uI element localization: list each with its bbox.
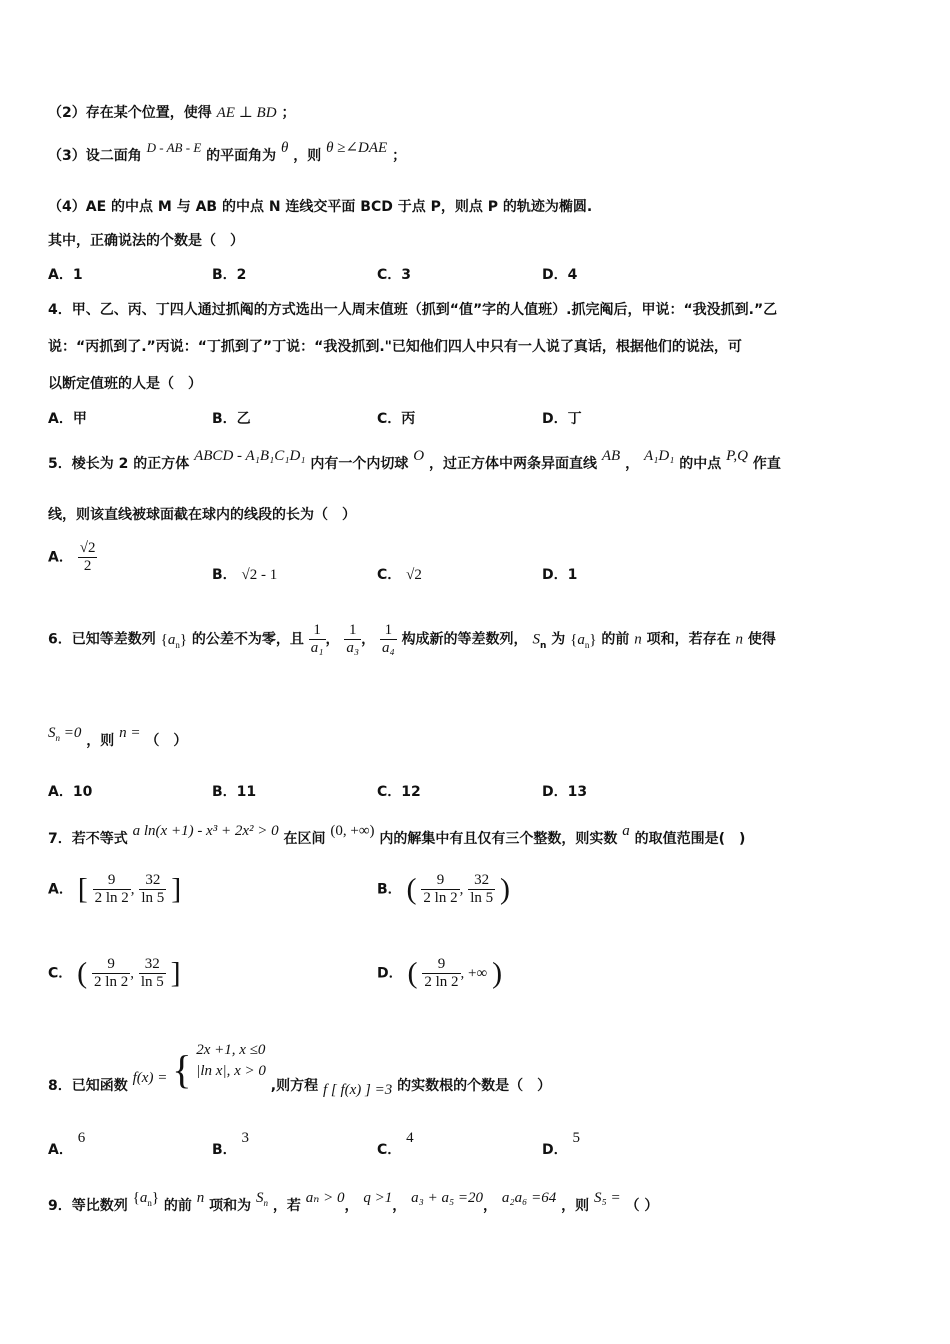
q3-item3-suffix: ； bbox=[392, 148, 407, 164]
q5-option-c-label: C． bbox=[377, 567, 402, 583]
q3-item2-suffix: ； bbox=[281, 105, 296, 121]
q3-item3-mid2: ，则 bbox=[293, 148, 322, 164]
q5-text3: ，过正方体中两条异面直线 bbox=[429, 456, 597, 472]
q6-text4: 为 bbox=[551, 631, 566, 648]
q7-b-num1: 9 bbox=[436, 872, 445, 888]
q9-s5: S₅ = bbox=[593, 1190, 621, 1206]
q7-text4: 的取值范围是( ) bbox=[634, 831, 746, 847]
q7-interval: (0, +∞) bbox=[330, 823, 375, 839]
q3-item3-text: （3）设二面角 bbox=[48, 148, 142, 164]
q6-frac1 bbox=[309, 622, 326, 657]
q9-sep1: ， bbox=[344, 1198, 359, 1214]
q6-sn: S bbox=[532, 631, 540, 648]
q9-seq-an: $\{a_n\}$ bbox=[132, 1190, 160, 1208]
q3-question: 其中，正确说法的个数是（ ） bbox=[48, 233, 244, 249]
q8-option-b[interactable] bbox=[212, 1127, 250, 1158]
q6-frac1-den: a₁ bbox=[310, 640, 324, 656]
q8-text2: ,则方程 bbox=[270, 1077, 319, 1094]
q7-option-a-label: A． bbox=[48, 881, 73, 898]
q9-line1: 9．等比数列 $\{a_n\}$ 的前 n 项和为 $S_n$ ，若 aₙ > 0， q >1， a₃ + a₅ =20， a₂a₆ =64 ，则 S₅ = （ ） bbox=[48, 1190, 659, 1214]
q5-option-a[interactable] bbox=[48, 540, 97, 575]
q5-text4: ， bbox=[625, 456, 640, 472]
q6-option-b[interactable]: B．11 bbox=[212, 784, 257, 800]
q3-item3-mid: 的平面角为 bbox=[206, 148, 277, 164]
q9-text6: （ ） bbox=[625, 1198, 659, 1214]
q8-option-a-label: A． bbox=[48, 1142, 73, 1158]
q6-frac1-num: 1 bbox=[313, 622, 321, 638]
q7-c-den2: ln 5 bbox=[140, 974, 164, 990]
q6-n: n bbox=[634, 631, 642, 648]
q8-fx: f(x) = bbox=[132, 1069, 168, 1086]
q7-a-frac2 bbox=[139, 872, 166, 907]
q6-text2: 的公差不为零，且 bbox=[191, 631, 304, 648]
q5-option-b[interactable] bbox=[212, 564, 277, 584]
q9-text3: 项和为 bbox=[209, 1198, 252, 1214]
q9-sep2: ， bbox=[392, 1198, 407, 1214]
q5-option-a-frac bbox=[78, 540, 98, 575]
q6-seq-an-2: $\{a_n\}$ bbox=[570, 631, 597, 650]
q9-sep3: ， bbox=[483, 1198, 498, 1214]
q5-option-c[interactable] bbox=[377, 564, 422, 584]
q9-cond1: aₙ > 0 bbox=[305, 1190, 345, 1206]
q6-option-d[interactable]: D．13 bbox=[542, 784, 588, 800]
q6-text1: 6．已知等差数列 bbox=[48, 631, 156, 648]
q8-option-c-label: C． bbox=[377, 1142, 402, 1158]
q7-a: a bbox=[622, 823, 630, 839]
q7-c-den1: 2 ln 2 bbox=[94, 974, 129, 990]
q7-d-den1: 2 ln 2 bbox=[424, 974, 459, 990]
q9-text5: ，则 bbox=[561, 1198, 590, 1214]
q9-cond3: a₃ + a₅ =20 bbox=[411, 1190, 484, 1206]
q7-c-frac2 bbox=[139, 956, 166, 991]
q5-pq: P,Q bbox=[726, 448, 748, 464]
q3-item3-theta: θ bbox=[281, 140, 289, 156]
q8-text3: 的实数根的个数是（ ） bbox=[397, 1077, 552, 1094]
q8-option-a[interactable] bbox=[48, 1127, 86, 1158]
q8-option-b-value: 3 bbox=[241, 1130, 250, 1146]
q6-text3: 构成新的等差数列， bbox=[401, 631, 528, 648]
q7-text2: 在区间 bbox=[283, 831, 326, 847]
q5-ab: AB bbox=[601, 448, 621, 464]
q3-option-c[interactable]: C．3 bbox=[377, 267, 412, 283]
q3-option-b[interactable]: B．2 bbox=[212, 267, 247, 283]
q5-frac-den: 2 bbox=[78, 557, 98, 575]
q5-option-c-value: √2 bbox=[406, 567, 422, 583]
q5-text5: 的中点 bbox=[679, 456, 722, 472]
q6-frac3-num: 1 bbox=[384, 622, 393, 638]
q7-a-frac1 bbox=[93, 872, 131, 907]
q6-text8: ，则 bbox=[86, 733, 115, 749]
q4-line1: 4．甲、乙、丙、丁四人通过抓阄的方式选出一人周末值班（抓到“值”字的人值班）.抓完阄后，甲说：“我没抓到.”乙 bbox=[48, 302, 778, 318]
q7-d-num1: 9 bbox=[437, 956, 446, 972]
q4-line3: 以断定值班的人是（ ） bbox=[48, 376, 202, 392]
q7-text3: 内的解集中有且仅有三个整数，则实数 bbox=[379, 831, 618, 847]
q8-text1: 8．已知函数 bbox=[48, 1077, 128, 1094]
q7-option-b[interactable]: B． ( $\frac{9}{2 \ln 2}$ , $\frac{32}{\ln 5}$ ) bbox=[377, 872, 511, 906]
q5-text1: 5．棱长为 2 的正方体 bbox=[48, 456, 190, 472]
q7-b-frac1 bbox=[421, 872, 459, 907]
q8-eq: f [ f(x) ] =3 bbox=[322, 1081, 393, 1098]
q7-c-frac1 bbox=[92, 956, 130, 991]
q7-ineq: a ln(x +1) - x³ + 2x² > 0 bbox=[132, 823, 279, 839]
q6-sn-2: S bbox=[48, 725, 56, 741]
q6-an-2: a bbox=[577, 631, 585, 648]
q5-o: O bbox=[413, 448, 425, 464]
q7-option-b-label: B． bbox=[377, 881, 402, 898]
q6-frac3 bbox=[380, 622, 397, 657]
q7-text1: 7．若不等式 bbox=[48, 831, 128, 847]
q5-frac-num: √2 bbox=[79, 540, 96, 556]
q3-item3-angle: D - AB - E bbox=[146, 140, 202, 155]
q4-option-b[interactable]: B．乙 bbox=[212, 411, 251, 427]
q7-option-a[interactable]: A． [ $\frac{9}{2 \ln 2}$ , $\frac{32}{\ln 5}$ ] bbox=[48, 872, 182, 906]
q3-item2-expr: AE ⊥ BD bbox=[216, 105, 277, 121]
q9-cond2: q >1 bbox=[363, 1190, 393, 1206]
q5-option-b-value: √2 - 1 bbox=[241, 567, 278, 583]
q4-line2: 说：“丙抓到了.”丙说：“丁抓到了”丁说：“我没抓到."已知他们四人中只有一人说了真话，根据他们的说法，可 bbox=[48, 339, 742, 355]
q7-option-d[interactable]: D． ( $\frac{9}{2 \ln 2}$ , +∞ ) bbox=[377, 956, 503, 990]
q7-a-num2: 32 bbox=[145, 872, 161, 888]
q6-line2 bbox=[48, 725, 188, 750]
q5-line1 bbox=[48, 448, 781, 473]
q9-cond4: a₂a₆ =64 bbox=[501, 1190, 557, 1206]
q8-cases bbox=[196, 1042, 266, 1080]
q5-a1d1: A₁D₁ bbox=[643, 448, 675, 464]
q8-case1: 2x +1, x ≤0 bbox=[196, 1042, 266, 1058]
q6-text6: 项和，若存在 bbox=[646, 631, 731, 648]
q6-seq-an: $\{a_n\}$ bbox=[160, 631, 188, 650]
q4-option-d[interactable]: D．丁 bbox=[542, 411, 582, 427]
q8-option-d-value: 5 bbox=[572, 1130, 580, 1146]
q9-text4: ，若 bbox=[272, 1198, 301, 1214]
q3-item2-text: （2）存在某个位置，使得 bbox=[48, 105, 212, 121]
q7-b-den1: 2 ln 2 bbox=[423, 890, 458, 906]
q9-text1: 9．等比数列 bbox=[48, 1198, 128, 1214]
q8-option-c[interactable] bbox=[377, 1127, 414, 1158]
q6-text5: 的前 bbox=[601, 631, 630, 648]
q7-a-den1: 2 ln 2 bbox=[94, 890, 129, 906]
q6-sn-eq: $S_n =0$ bbox=[48, 725, 82, 743]
q8-option-c-value: 4 bbox=[406, 1130, 414, 1146]
q3-item4: （4）AE 的中点 M 与 AB 的中点 N 连线交平面 BCD 于点 P，则点 P 的轨迹为椭圆. bbox=[48, 199, 593, 215]
q6-text7: 使得 bbox=[747, 631, 776, 648]
q3-item2 bbox=[48, 102, 295, 122]
q3-option-d[interactable]: D．4 bbox=[542, 267, 578, 283]
q6-option-a[interactable]: A．10 bbox=[48, 784, 93, 800]
q8-option-d[interactable] bbox=[542, 1127, 580, 1158]
q6-frac2-den: a₃ bbox=[346, 640, 360, 656]
q6-n-2: n bbox=[735, 631, 744, 648]
q7-a-num1: 9 bbox=[107, 872, 116, 888]
q6-frac2-num: 1 bbox=[348, 622, 357, 638]
q6-neq: n = bbox=[119, 725, 141, 741]
q7-c-num1: 9 bbox=[107, 956, 115, 972]
q7-line1 bbox=[48, 823, 746, 848]
q7-d-frac1 bbox=[422, 956, 460, 991]
q5-text6: 作直 bbox=[752, 456, 781, 472]
q5-option-b-label: B． bbox=[212, 567, 237, 583]
q8-case2: |ln x|, x > 0 bbox=[196, 1063, 266, 1079]
q7-b-frac2 bbox=[468, 872, 495, 907]
q7-option-d-label: D． bbox=[377, 965, 403, 982]
q7-option-c[interactable]: C． ( $\frac{9}{2 \ln 2}$ , $\frac{32}{\ln 5}$ ] bbox=[48, 956, 181, 990]
q5-option-d[interactable]: D．1 bbox=[542, 567, 578, 583]
q7-b-num2: 32 bbox=[474, 872, 490, 888]
q5-text2: 内有一个内切球 bbox=[310, 456, 409, 472]
q3-option-a[interactable]: A．1 bbox=[48, 267, 83, 283]
q7-b-den2: ln 5 bbox=[470, 890, 494, 906]
q6-line1: 6．已知等差数列 $\{a_n\}$ 的公差不为零，且 $\frac{1}{\text{a₁}}$ ， $\frac{1}{\text{a₃}}$ ， $\frac{1}{\text{a₄}}$ 构成新的等差数列， $S_n$ 为 $\{a_n\}$ 的前 n 项和，若存在 n 使得 bbox=[48, 622, 776, 656]
q8-line1: 8．已知函数 f(x) = { 2x +1, x ≤0 |ln x|, x > 0 ,则方程 f [ f(x) ] =3 的实数根的个数是（ ） bbox=[48, 1042, 552, 1098]
q9-text2: 的前 bbox=[163, 1198, 192, 1214]
q7-a-den2: ln 5 bbox=[141, 890, 165, 906]
q6-text9: （ ） bbox=[145, 733, 188, 749]
q8-option-a-value: 6 bbox=[77, 1130, 86, 1146]
q6-an: a bbox=[167, 631, 176, 648]
q5-option-a-label: A． bbox=[48, 549, 73, 566]
q6-eq: =0 bbox=[63, 725, 82, 741]
q5-line2: 线，则该直线被球面截在球内的线段的长为（ ） bbox=[48, 507, 356, 523]
q7-option-c-label: C． bbox=[48, 965, 73, 982]
q3-item3 bbox=[48, 140, 407, 165]
q7-d-inf: , +∞ bbox=[460, 965, 488, 982]
q7-c-num2: 32 bbox=[144, 956, 160, 972]
q6-option-c[interactable]: C．12 bbox=[377, 784, 421, 800]
q6-frac3-den: a₄ bbox=[381, 640, 395, 656]
q3-item3-expr: θ ≥∠DAE bbox=[326, 140, 388, 156]
q5-cube: ABCD - A₁B₁C₁D₁ bbox=[194, 448, 306, 464]
q4-option-c[interactable]: C．丙 bbox=[377, 411, 416, 427]
q4-option-a[interactable]: A．甲 bbox=[48, 411, 87, 427]
q6-frac2 bbox=[344, 622, 361, 657]
q8-option-b-label: B． bbox=[212, 1142, 237, 1158]
q8-option-d-label: D． bbox=[542, 1142, 568, 1158]
